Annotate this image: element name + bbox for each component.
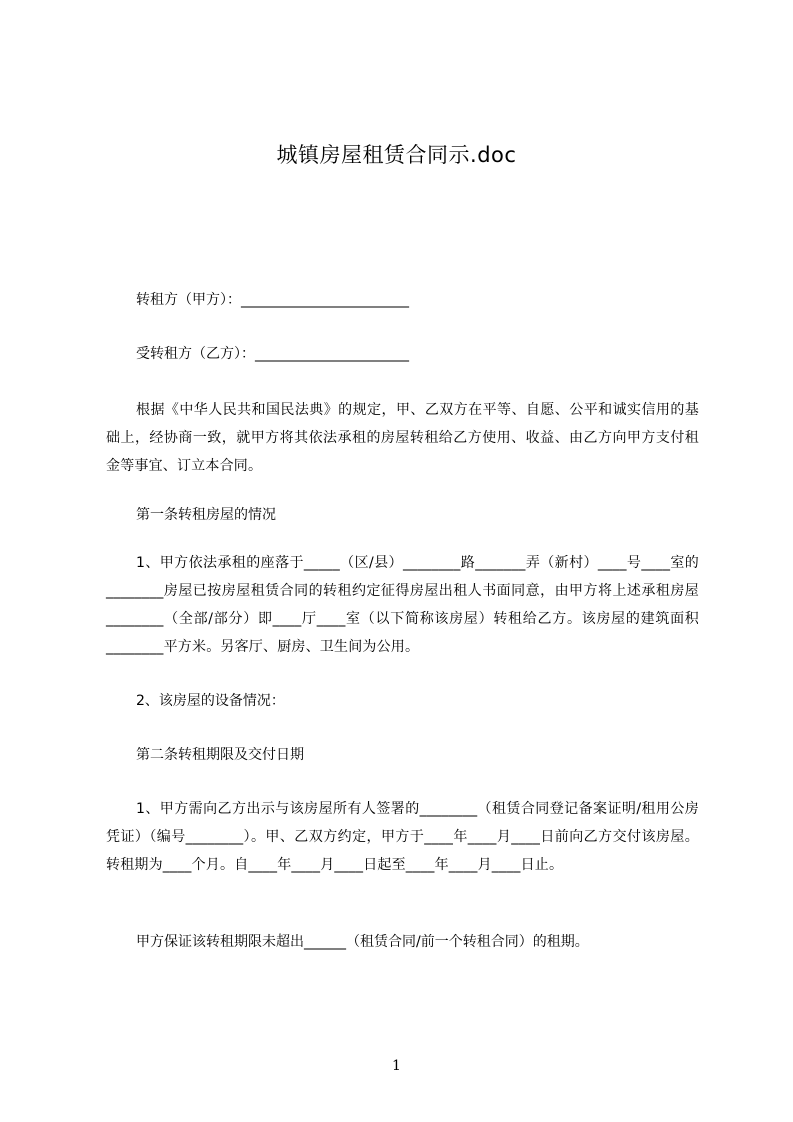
- lessee-line: 受转租方（乙方）：______________________: [136, 346, 409, 362]
- article-2-heading: 第二条转租期限及交付日期: [136, 747, 304, 763]
- article-1-clause-2: 2、该房屋的设备情况：: [136, 693, 285, 709]
- lessor-line: 转租方（甲方）：________________________: [136, 292, 409, 308]
- document-title: 城镇房屋租赁合同示.doc: [276, 143, 517, 167]
- article-1-heading: 第一条转租房屋的情况: [136, 507, 276, 523]
- article-1-clause-1: 1、甲方依法承租的座落于_____（区/县）________路_______弄（新村）____号____室的________房屋已按房屋租赁合同的转租约定征得房屋出租人书面同意，由甲方将上述承租房屋________（全部/部分）即____厅____室（以下简称该房屋）转租给乙方。该房屋的建筑面积________平方米。另客厅、厨房、卫生间为公用。: [106, 555, 699, 655]
- intro-paragraph: 根据《中华人民共和国民法典》的规定，甲、乙双方在平等、自愿、公平和诚实信用的基础上，经协商一致，就甲方将其依法承租的房屋转租给乙方使用、收益、由乙方向甲方支付租金等事宜、订立本合同。: [106, 402, 699, 474]
- guarantee-paragraph: 甲方保证该转租期限未超出______（租赁合同/前一个转租合同）的租期。: [136, 934, 589, 950]
- article-2-clause-1: 1、甲方需向乙方出示与该房屋所有人签署的________（租赁合同登记备案证明/租用公房凭证）（编号________）。甲、乙双方约定，甲方于____年____月____日前向乙方交付该房屋。转租期为____个月。自____年____月____日起至____年____月____日止。: [106, 801, 699, 873]
- page-number: 1: [392, 1058, 401, 1074]
